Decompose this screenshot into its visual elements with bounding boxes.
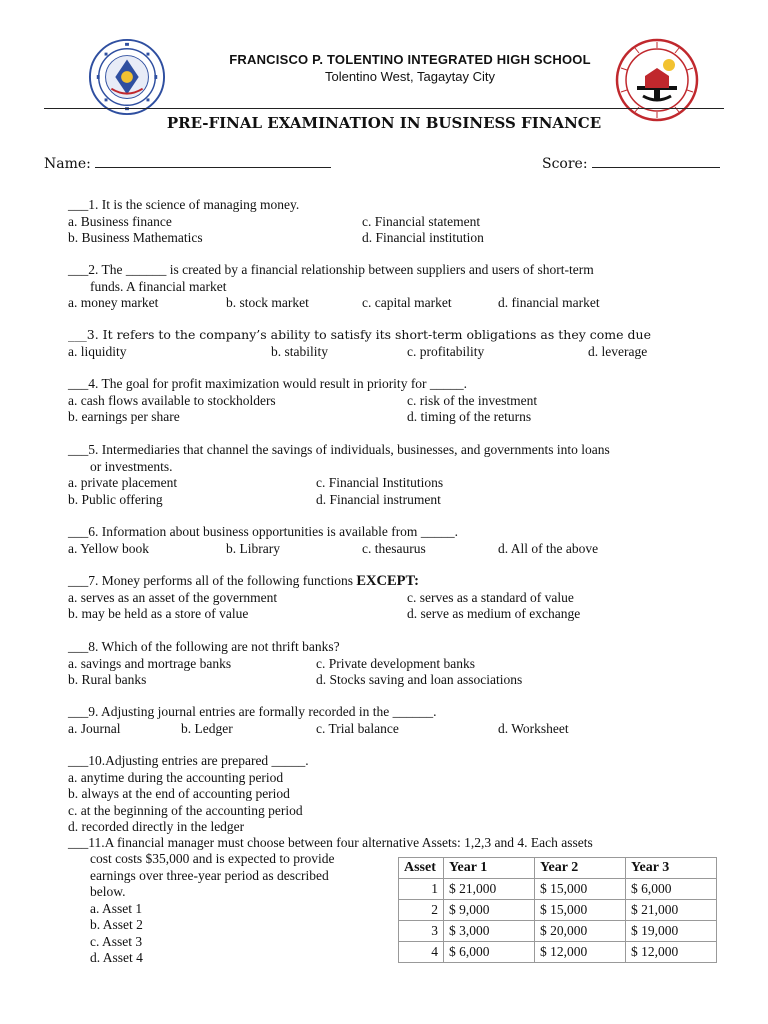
cell-year-2: $ 12,000 <box>535 942 626 963</box>
name-label: Name: <box>44 156 91 172</box>
question-stem: ___4. The goal for profit maximization would result in priority for _____. <box>68 376 468 391</box>
option-d[interactable]: d. Asset 4 <box>90 950 143 965</box>
except-emphasis: EXCEPT: <box>356 573 419 589</box>
cell-year-3: $ 19,000 <box>626 921 717 942</box>
question-body-line: below. <box>90 884 126 899</box>
option-c[interactable]: c. Financial statement <box>362 213 481 229</box>
option-a[interactable]: a. cash flows available to stockholders <box>68 392 276 408</box>
question-stem: ___8. Which of the following are not thrift banks? <box>68 639 340 654</box>
col-header-year-2: Year 2 <box>535 858 626 879</box>
question-3 <box>68 327 728 360</box>
cell-year-1: $ 3,000 <box>444 921 535 942</box>
question-stem-cont: or investments. <box>90 458 173 474</box>
col-header-asset: Asset <box>399 858 444 879</box>
question-11-body <box>90 851 390 967</box>
question-stem: ___3. It refers to the company’s ability to satisfy its short-term obligations as they come due <box>68 327 651 342</box>
school-address: Tolentino West, Tagaytay City <box>324 69 496 84</box>
question-stem: ___2. The ______ is created by a financial relationship between suppliers and users of short-term <box>68 262 594 277</box>
option-d[interactable]: d. Worksheet <box>498 720 569 736</box>
option-d[interactable]: d. serve as medium of exchange <box>407 606 581 621</box>
exam-title: PRE-FINAL EXAMINATION IN BUSINESS FINANCE <box>166 114 602 132</box>
cell-year-3: $ 21,000 <box>626 900 717 921</box>
cell-year-1: $ 6,000 <box>444 942 535 963</box>
col-header-year-3: Year 3 <box>626 858 717 879</box>
cell-year-2: $ 15,000 <box>535 879 626 900</box>
deped-seal-icon <box>88 38 166 116</box>
score-label: Score: <box>542 156 588 172</box>
table-row <box>399 900 717 921</box>
option-a[interactable]: a. private placement <box>68 475 178 490</box>
cell-asset: 3 <box>399 921 444 942</box>
option-c[interactable]: c. Private development banks <box>316 655 475 671</box>
option-b[interactable]: b. Rural banks <box>68 672 147 687</box>
question-stem: ___5. Intermediaries that channel the savings of individuals, businesses, and governments into loans <box>68 442 610 457</box>
option-a[interactable]: a. Business finance <box>68 213 172 229</box>
option-b[interactable]: b. may be held as a store of value <box>68 606 249 621</box>
table-row <box>399 879 717 900</box>
option-c[interactable]: c. Financial Institutions <box>316 475 444 490</box>
option-d[interactable]: d. leverage <box>588 343 648 359</box>
option-d[interactable]: d. timing of the returns <box>407 409 532 424</box>
option-a[interactable]: a. Yellow book <box>68 540 150 556</box>
school-name: FRANCISCO P. TOLENTINO INTEGRATED HIGH SCHOOL <box>229 52 591 67</box>
question-body-line: cost costs $35,000 and is expected to provide <box>90 851 335 866</box>
option-b[interactable]: b. always at the end of accounting period <box>68 786 290 801</box>
option-c[interactable]: c. capital market <box>362 295 452 310</box>
option-c[interactable]: c. at the beginning of the accounting period <box>68 802 303 818</box>
option-d[interactable]: d. Stocks saving and loan associations <box>316 672 523 687</box>
option-d[interactable]: d. financial market <box>498 295 600 310</box>
option-a[interactable]: a. Asset 1 <box>90 900 143 916</box>
option-b[interactable]: b. Ledger <box>181 720 233 736</box>
cell-asset: 1 <box>399 879 444 900</box>
question-2 <box>68 262 728 312</box>
option-c[interactable]: c. Trial balance <box>316 720 399 736</box>
question-4 <box>68 376 728 426</box>
cell-asset: 2 <box>399 900 444 921</box>
cell-year-2: $ 20,000 <box>535 921 626 942</box>
question-stem: ___6. Information about business opportunities is available from _____. <box>68 524 458 539</box>
option-a[interactable]: a. anytime during the accounting period <box>68 769 284 785</box>
option-b[interactable]: b. Business Mathematics <box>68 230 203 245</box>
option-b[interactable]: b. earnings per share <box>68 409 180 424</box>
question-stem: ___1. It is the science of managing money. <box>68 197 300 212</box>
option-c[interactable]: c. serves as a standard of value <box>407 589 574 605</box>
question-11 <box>68 835 728 852</box>
option-d[interactable]: d. All of the above <box>498 540 599 556</box>
option-b[interactable]: b. Public offering <box>68 491 163 507</box>
option-c[interactable]: c. profitability <box>407 343 485 359</box>
question-7 <box>68 573 728 623</box>
option-c[interactable]: c. risk of the investment <box>407 392 538 408</box>
option-c[interactable]: c. Asset 3 <box>90 933 143 949</box>
table-row <box>399 921 717 942</box>
header-divider <box>44 108 724 109</box>
option-b[interactable]: b. stability <box>271 343 328 359</box>
cell-year-1: $ 9,000 <box>444 900 535 921</box>
cell-year-3: $ 6,000 <box>626 879 717 900</box>
cell-year-1: $ 21,000 <box>444 879 535 900</box>
option-a[interactable]: a. serves as an asset of the government <box>68 589 278 605</box>
question-stem: ___7. Money performs all of the following functions <box>68 573 357 588</box>
question-body-line: earnings over three-year period as described <box>90 867 329 883</box>
asset-earnings-table <box>398 857 717 963</box>
option-d[interactable]: d. recorded directly in the ledger <box>68 819 245 834</box>
option-d[interactable]: d. Financial institution <box>362 230 484 245</box>
table-header-row <box>399 858 717 879</box>
option-b[interactable]: b. Library <box>226 540 280 556</box>
name-blank[interactable] <box>95 154 331 168</box>
question-stem: ___9. Adjusting journal entries are formally recorded in the ______. <box>68 704 437 719</box>
name-field[interactable] <box>44 154 331 172</box>
option-d[interactable]: d. Financial instrument <box>316 491 441 507</box>
option-a[interactable]: a. money market <box>68 295 159 310</box>
question-8 <box>68 639 728 689</box>
option-b[interactable]: b. stock market <box>226 295 309 310</box>
question-stem-cont: funds. A financial market <box>90 278 227 294</box>
table-row <box>399 942 717 963</box>
question-5 <box>68 442 728 508</box>
option-a[interactable]: a. liquidity <box>68 343 127 359</box>
school-seal-icon <box>615 38 699 122</box>
option-b[interactable]: b. Asset 2 <box>90 917 143 932</box>
option-a[interactable]: a. Journal <box>68 720 121 736</box>
question-stem: ___11.A financial manager must choose between four alternative Assets: 1,2,3 and 4. Each assets <box>68 835 593 850</box>
question-6 <box>68 524 728 557</box>
cell-year-2: $ 15,000 <box>535 900 626 921</box>
score-field[interactable] <box>542 154 720 172</box>
question-10 <box>68 753 728 836</box>
option-c[interactable]: c. thesaurus <box>362 540 426 556</box>
question-1 <box>68 197 728 247</box>
cell-year-3: $ 12,000 <box>626 942 717 963</box>
col-header-year-1: Year 1 <box>444 858 535 879</box>
question-9 <box>68 704 728 737</box>
question-stem: ___10.Adjusting entries are prepared _____. <box>68 753 309 768</box>
score-blank[interactable] <box>592 154 720 168</box>
option-a[interactable]: a. savings and mortrage banks <box>68 655 232 671</box>
cell-asset: 4 <box>399 942 444 963</box>
